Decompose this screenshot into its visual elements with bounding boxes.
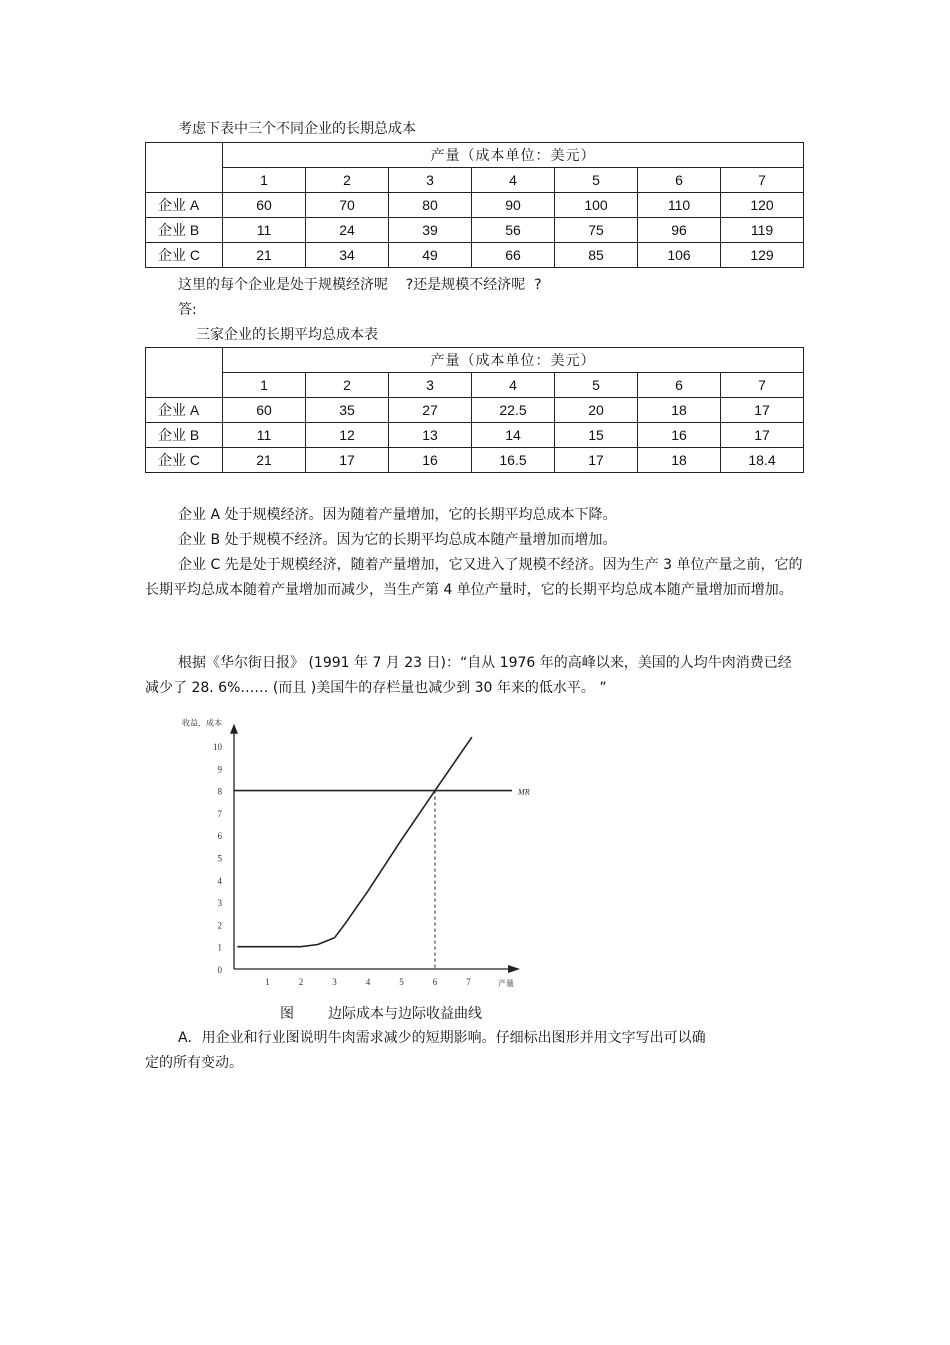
table-cell: 13 <box>389 423 472 448</box>
table-cell: 85 <box>555 243 638 268</box>
y-tick-label: 10 <box>213 742 222 752</box>
table-cell: 12 <box>306 423 389 448</box>
table-cell: 27 <box>389 398 472 423</box>
table-cell: 34 <box>306 243 389 268</box>
y-tick-label: 4 <box>217 875 222 886</box>
table1-col: 3 <box>389 168 472 193</box>
table2-col: 6 <box>638 373 721 398</box>
figure-caption-prefix: 图 <box>280 1006 294 1022</box>
y-tick-label: 0 <box>217 965 222 975</box>
table2-col: 3 <box>389 373 472 398</box>
y-tick-label: 6 <box>217 831 222 842</box>
table-cell: 90 <box>472 193 555 218</box>
row-label: 企业 A <box>146 193 223 218</box>
x-tick-label: 6 <box>432 977 438 987</box>
table-cell: 17 <box>721 398 804 423</box>
table-cell: 17 <box>555 448 638 473</box>
table2-col: 7 <box>721 373 804 398</box>
table-cell: 24 <box>306 218 389 243</box>
y-tick-label: 8 <box>217 786 222 797</box>
table-cell: 20 <box>555 398 638 423</box>
chart-plot <box>182 718 530 988</box>
table1-header: 产量（成本单位：美元） <box>223 143 804 168</box>
table2-header: 产量（成本单位：美元） <box>223 348 804 373</box>
table2-column-row <box>146 373 804 398</box>
table-cell: 15 <box>555 423 638 448</box>
table-cell: 66 <box>472 243 555 268</box>
table1-col: 7 <box>721 168 804 193</box>
row-label: 企业 B <box>146 218 223 243</box>
wsj-quote: 根据《华尔街日报》 (1991 年 7 月 23 日)：“自从 1976 年的高峰以来，美国的人均牛肉消费已经减少了 28. 6%…… (而且 )美国牛的存栏量也减少到 30 年来的低水平。 ” <box>145 655 792 696</box>
table-row <box>146 243 804 268</box>
table-cell: 35 <box>306 398 389 423</box>
table-cell: 106 <box>638 243 721 268</box>
table-cell: 100 <box>555 193 638 218</box>
table1-col: 1 <box>223 168 306 193</box>
x-tick-label: 3 <box>332 977 337 987</box>
table-row <box>146 193 804 218</box>
question-a-line1: A．用企业和行业图说明牛肉需求减少的短期影响。仔细标出图形并用文字写出可以确 <box>178 1030 706 1046</box>
table1-corner <box>146 143 223 193</box>
table1-col: 6 <box>638 168 721 193</box>
table-row <box>146 398 804 423</box>
table-cell: 80 <box>389 193 472 218</box>
table-cell: 21 <box>223 243 306 268</box>
table-cell: 17 <box>306 448 389 473</box>
y-axis-arrow <box>230 724 238 734</box>
answer-label: 答: <box>178 302 197 318</box>
total-cost-table <box>145 142 804 268</box>
answer-b: 企业 B 处于规模不经济。因为它的长期平均总成本随产量增加而增加。 <box>178 532 617 548</box>
table-cell: 18 <box>638 448 721 473</box>
table-cell: 56 <box>472 218 555 243</box>
table2-col: 5 <box>555 373 638 398</box>
table1-col: 4 <box>472 168 555 193</box>
table-cell: 14 <box>472 423 555 448</box>
table-cell: 129 <box>721 243 804 268</box>
y-tick-label: 5 <box>217 853 222 864</box>
table-cell: 16 <box>638 423 721 448</box>
question-text: 这里的每个企业是处于规模经济呢 ?还是规模不经济呢 ? <box>178 277 542 293</box>
row-label: 企业 B <box>146 423 223 448</box>
table-cell: 21 <box>223 448 306 473</box>
table-cell: 17 <box>721 423 804 448</box>
table2-col: 1 <box>223 373 306 398</box>
table-cell: 22.5 <box>472 398 555 423</box>
table-cell: 119 <box>721 218 804 243</box>
table-cell: 16.5 <box>472 448 555 473</box>
row-label: 企业 C <box>146 243 223 268</box>
figure-caption: 边际成本与边际收益曲线 <box>328 1006 482 1022</box>
answer-a: 企业 A 处于规模经济。因为随着产量增加，它的长期平均总成本下降。 <box>178 507 617 523</box>
x-tick-label: 2 <box>298 977 304 987</box>
table-cell: 75 <box>555 218 638 243</box>
table1-col: 2 <box>306 168 389 193</box>
x-tick-label: 7 <box>466 977 471 987</box>
table-cell: 49 <box>389 243 472 268</box>
table-cell: 18 <box>638 398 721 423</box>
table-row <box>146 448 804 473</box>
x-axis-arrow <box>508 965 520 973</box>
table-cell: 11 <box>223 218 306 243</box>
table-cell: 70 <box>306 193 389 218</box>
table-cell: 110 <box>638 193 721 218</box>
x-tick-label: 1 <box>265 977 270 987</box>
series-label: MR <box>518 787 530 797</box>
table2-col: 4 <box>472 373 555 398</box>
table2-title: 三家企业的长期平均总成本表 <box>196 327 378 343</box>
x-axis-label: 产量 <box>498 979 515 988</box>
table2-corner <box>146 348 223 398</box>
y-tick-label: 9 <box>217 764 222 775</box>
row-label: 企业 A <box>146 398 223 423</box>
table-cell: 120 <box>721 193 804 218</box>
table-cell: 39 <box>389 218 472 243</box>
average-cost-table <box>145 347 804 473</box>
table-cell: 60 <box>223 193 306 218</box>
x-tick-label: 5 <box>399 977 404 987</box>
answer-c: 企业 C 先是处于规模经济，随着产量增加，它又进入了规模不经济。因为生产 3 单位产量之前，它的长期平均总成本随着产量增加而减少，当生产第 4 单位产量时，它的长期平均总成本随产量增加而增加。 <box>145 557 803 598</box>
table2-col: 2 <box>306 373 389 398</box>
x-tick-label: 4 <box>365 977 371 987</box>
table-cell: 60 <box>223 398 306 423</box>
table1-column-row <box>146 168 804 193</box>
table1-intro: 考虑下表中三个不同企业的长期总成本 <box>178 121 416 137</box>
table-row <box>146 423 804 448</box>
y-tick-label: 2 <box>217 920 222 931</box>
y-tick-label: 1 <box>217 942 222 953</box>
y-tick-label: 7 <box>217 808 222 819</box>
table-cell: 18.4 <box>721 448 804 473</box>
table-cell: 16 <box>389 448 472 473</box>
mc-mr-chart <box>180 702 560 994</box>
series-line <box>237 737 472 947</box>
table-row <box>146 218 804 243</box>
y-tick-label: 3 <box>217 898 222 909</box>
row-label: 企业 C <box>146 448 223 473</box>
question-a-line2: 定的所有变动。 <box>145 1055 243 1071</box>
table-cell: 96 <box>638 218 721 243</box>
table-cell: 11 <box>223 423 306 448</box>
y-axis-label: 收益，成本 <box>182 718 222 728</box>
table1-col: 5 <box>555 168 638 193</box>
